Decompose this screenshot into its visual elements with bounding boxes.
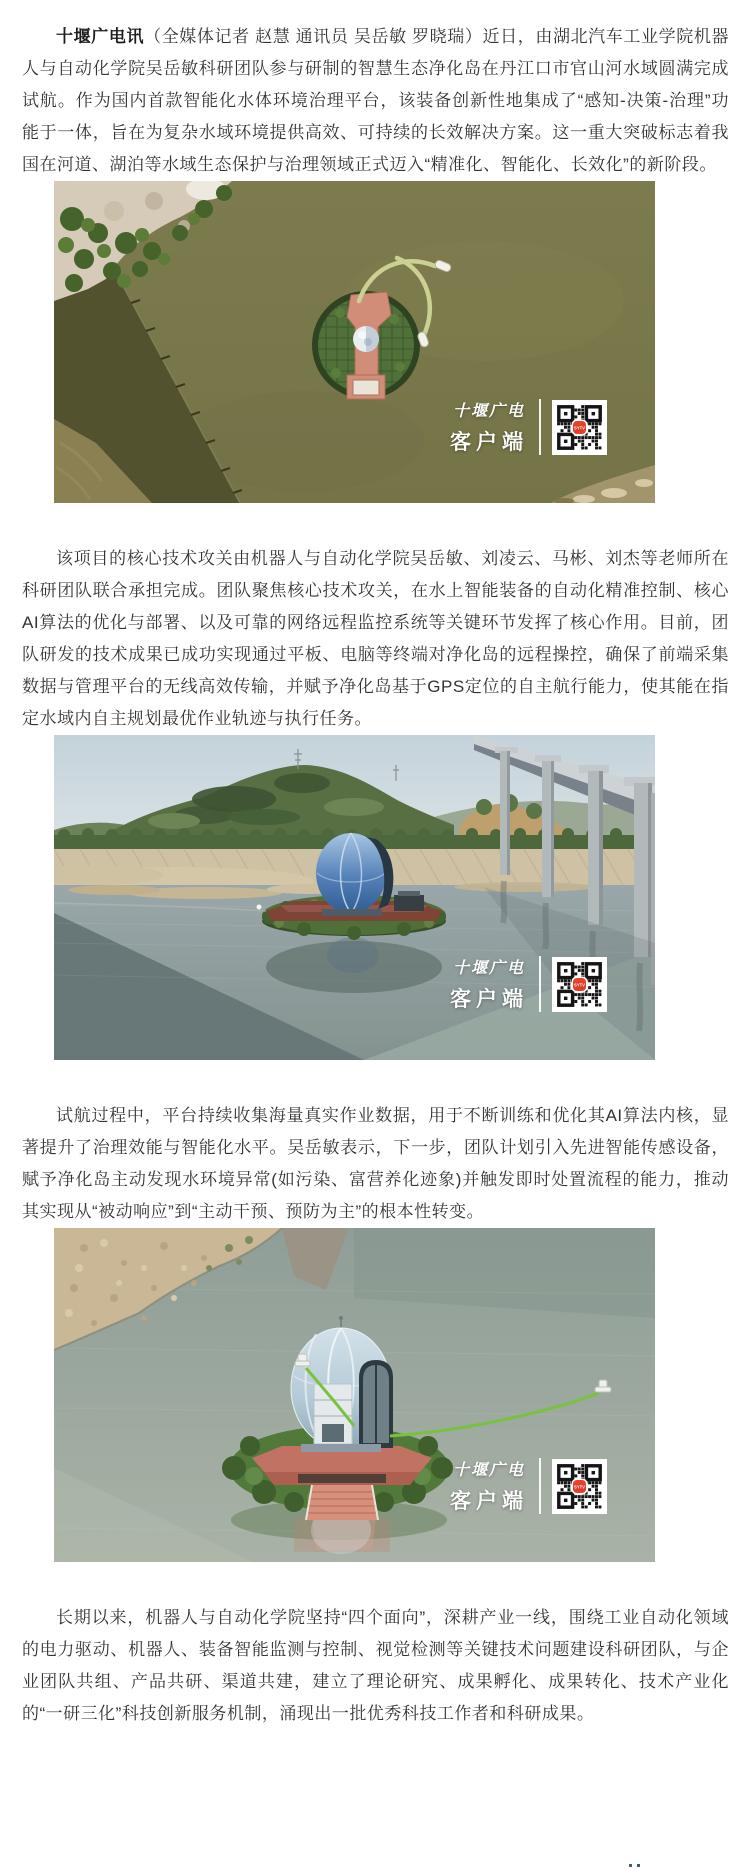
floating-island (312, 291, 420, 399)
paragraph-technology: 该项目的核心技术攻关由机器人与自动化学院吴岳敏、刘凌云、马彬、刘杰等老师所在科研团队联合承担完成。团队聚焦核心技术攻关，在水上智能装备的自动化精准控制、核心AI算法的优化与部署、以及可靠的网络远程监控系统等关键环节发挥了核心作用。目前，团队研发的技术成果已成功实现通过平板、电脑等终端对净化岛的远程操控，确保了前端采集数据与管理平台的无线高效传输，并赋予净化岛基于GPS定位的自主航行能力，使其能在指定水域内自主规划最优作业轨迹与执行任务。 (22, 549, 729, 728)
watermark-brand: 十堰广电 (452, 401, 525, 420)
qr-code-icon (552, 957, 607, 1012)
cropped-next-line-glyphs (629, 1862, 645, 1870)
news-agency-lead: 十堰广电讯 (56, 27, 145, 46)
equipment-box (394, 891, 424, 911)
watermark-brand: 十堰广电 (452, 1460, 525, 1479)
watermark-divider (539, 1458, 541, 1514)
svg-text:SYTV: SYTV (574, 425, 585, 430)
watermark-client: 客户端 (450, 1490, 528, 1513)
watermark (450, 398, 607, 456)
article-photo-aerial[interactable] (54, 181, 655, 503)
dome-door (359, 1360, 393, 1448)
watermark-divider (539, 399, 541, 455)
watermark (450, 955, 607, 1013)
paragraph-college: 长期以来，机器人与自动化学院坚持“四个面向”，深耕产业一线，围绕工业自动化领域的电力驱动、机器人、装备智能监测与控制、视觉检测等关键技术问题建设科研团队，与企业团队共组、产品共研、渠道共建，建立了理论研究、成果孵化、成果转化、技术产业化的“一研三化”科技创新服务机制，涌现出一批优秀科技工作者和科研成果。 (22, 1608, 729, 1723)
svg-text:SYTV: SYTV (574, 1484, 585, 1489)
watermark-text (450, 398, 528, 456)
svg-text:SYTV: SYTV (574, 982, 585, 987)
watermark-client: 客户端 (450, 988, 528, 1011)
dome (353, 326, 379, 352)
watermark-brand: 十堰广电 (452, 958, 525, 977)
watermark-text (450, 1457, 528, 1515)
qr-code-icon (552, 1459, 607, 1514)
article-photo-lake-bridge[interactable] (54, 735, 655, 1060)
paragraph-intro-text: （全媒体记者 赵慧 通讯员 吴岳敏 罗晓瑞）近日，由湖北汽车工业学院机器人与自动化学院吴岳敏科研团队参与研制的智慧生态净化岛在丹江口市官山河水域圆满完成试航。作为国内首款智能化水体环境治理平台，该装备创新性地集成了“感知-决策-治理”功能于一体，旨在为复杂水域环境提供高效、可持续的长效解决方案。这一重大突破标志着我国在河道、湖泊等水域生态保护与治理领域正式迈入“精准化、智能化、长效化”的新阶段。 (22, 27, 729, 174)
steps (306, 1485, 378, 1520)
watermark-text (450, 955, 528, 1013)
watermark-divider (539, 956, 541, 1012)
article-photo-island-closeup[interactable] (54, 1228, 655, 1562)
watermark-client: 客户端 (450, 431, 528, 454)
watermark (450, 1457, 607, 1515)
white-buoy (257, 905, 262, 910)
paragraph-intro (22, 21, 729, 181)
qr-code-icon (552, 400, 607, 455)
paragraph-trial: 试航过程中，平台持续收集海量真实作业数据，用于不断训练和优化其AI算法内核，显著提升了治理效能与智能化水平。吴岳敏表示，下一步，团队计划引入先进智能传感设备，赋予净化岛主动发现水环境异常(如污染、富营养化迹象)并触发即时处置流程的能力，推动其实现从“被动响应”到“主动干预、预防为主”的根本性转变。 (22, 1106, 729, 1221)
